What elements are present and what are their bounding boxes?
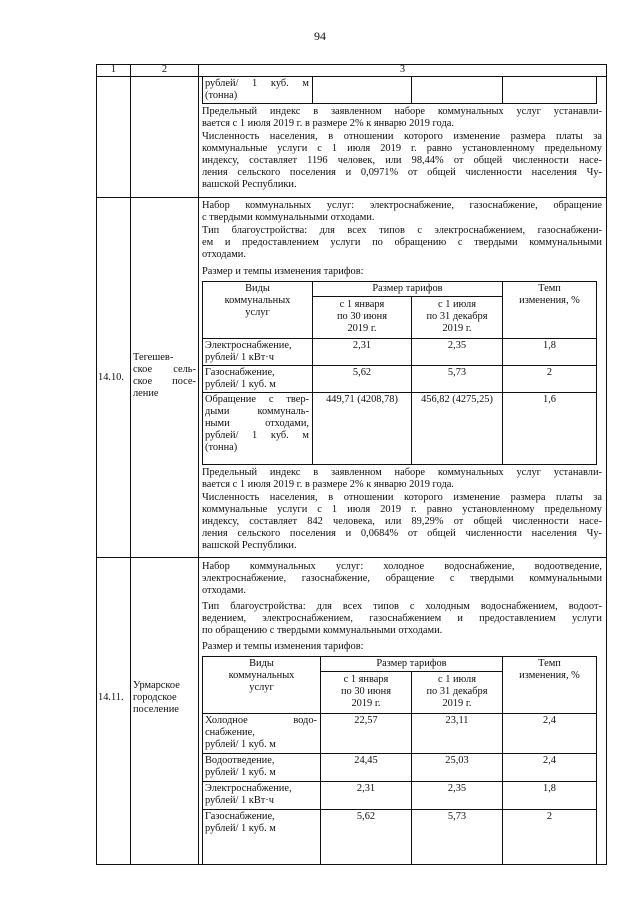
rate-value: 2,4: [543, 715, 556, 726]
paragraph-line: Численность населения, в отношении которого изменение размера платы за: [202, 492, 602, 503]
settlement-name: Урмарское: [133, 680, 180, 691]
paragraph-line: Набор коммунальных услуг: электроснабжение, газоснабжение, обращение: [202, 200, 602, 211]
tariff-value: 25,03: [445, 755, 469, 766]
paragraph-line: отходами.: [202, 585, 246, 596]
tariff-value: 5,73: [447, 811, 467, 822]
service-name: Обращение с твер-: [205, 394, 309, 405]
paragraph-line: ем и предоставлением услуги по обращению с твердыми коммунальными: [202, 237, 602, 248]
th-period-1: по 30 июня: [336, 311, 387, 322]
th-period-1: с 1 января: [343, 674, 389, 685]
th-period-2: с 1 июля: [437, 299, 477, 310]
service-name: рублей/ 1 куб. м: [205, 767, 276, 778]
tariff-value: 24,45: [354, 755, 378, 766]
tariff-value: 23,11: [445, 715, 469, 726]
tariff-value: 22,57: [354, 715, 378, 726]
settlement-name: ское посе-: [133, 376, 196, 387]
paragraph-line: Тип благоустройства: для всех типов с холодным водоснабжением, водоот-: [202, 601, 602, 612]
tariff-value: 456,82 (4275,25): [421, 394, 493, 405]
th-rate: Темп: [538, 283, 561, 294]
service-name: Электроснабжение,: [205, 783, 292, 794]
rate-value: 1,8: [543, 783, 556, 794]
tariff-value: 2,31: [356, 783, 376, 794]
th-size: Размер тарифов: [372, 283, 443, 294]
cell-text: рублей/ 1 куб. м: [205, 78, 309, 89]
service-name: дыми коммуналь-: [205, 406, 309, 417]
paragraph-line: Набор коммунальных услуг: холодное водоснабжение, водоотведение,: [202, 561, 602, 572]
settlement-name: поселение: [133, 704, 179, 715]
th-period-1: с 1 января: [339, 299, 385, 310]
th-types: коммунальных: [228, 670, 295, 681]
tariff-value: 2,31: [352, 340, 372, 351]
settlement-name: Тегешев-: [133, 352, 174, 363]
th-period-1: 2019 г.: [347, 323, 377, 334]
th-types: коммунальных: [224, 295, 291, 306]
paragraph-line: ведением, электроснабжением, газоснабжением и предоставлением услуги: [202, 613, 602, 624]
th-types: Виды: [249, 658, 274, 669]
th-period-1: 2019 г.: [351, 698, 381, 709]
th-types: Виды: [245, 283, 270, 294]
paragraph-line: Предельный индекс в заявленном наборе коммунальных услуг устанавли-: [202, 467, 602, 478]
rate-value: 2,4: [543, 755, 556, 766]
cell-text: (тонна): [205, 90, 238, 101]
paragraph-line: коммунальные услуги с 1 июля 2019 г. равно установленному предельному: [202, 504, 602, 515]
th-rate: Темп: [538, 658, 561, 669]
column-header-1: 1: [110, 64, 117, 75]
rates-label: Размер и темпы изменения тарифов:: [202, 641, 364, 652]
paragraph-line: по обращению с твердыми коммунальными отходами.: [202, 625, 443, 636]
paragraph-line: вается с 1 июля 2019 г. в размере 2% к январю 2019 года.: [202, 118, 454, 129]
th-rate: изменения, %: [519, 670, 580, 681]
tariff-value: 2,35: [447, 340, 467, 351]
paragraph-line: отходами.: [202, 249, 246, 260]
paragraph-line: Предельный индекс в заявленном наборе коммунальных услуг устанавли-: [202, 106, 602, 117]
paragraph-line: ления сельского поселения и 0,0971% от общей численности населения Чу-: [202, 167, 602, 178]
service-name: (тонна): [205, 442, 238, 453]
th-types: услуг: [245, 307, 270, 318]
service-name: ными отходами,: [205, 418, 309, 429]
th-period-2: 2019 г.: [442, 323, 472, 334]
th-size: Размер тарифов: [376, 658, 447, 669]
th-period-2: 2019 г.: [442, 698, 472, 709]
tariff-value: 5,62: [356, 811, 376, 822]
paragraph-line: коммунальные услуги с 1 июля 2019 г. равно установленному предельному: [202, 143, 602, 154]
row-number: 14.11.: [98, 692, 124, 703]
column-header-2: 2: [161, 64, 168, 75]
service-name: рублей/ 1 куб. м: [205, 823, 276, 834]
paragraph-line: вашской Республики.: [202, 179, 297, 190]
service-name: рублей/ 1 кВт·ч: [205, 795, 274, 806]
column-header-3: 3: [399, 64, 406, 75]
rate-value: 1,6: [543, 394, 556, 405]
settlement-name: ское сель-: [133, 364, 196, 375]
rates-label: Размер и темпы изменения тарифов:: [202, 266, 364, 277]
paragraph-line: индексу, составляет 1196 человек, или 98,44% от общей численности насе-: [202, 155, 602, 166]
paragraph-line: с твердыми коммунальными отходами.: [202, 212, 375, 223]
tariff-value: 5,62: [352, 367, 372, 378]
tariff-value: 449,71 (4208,78): [326, 394, 398, 405]
service-name: рублей/ 1 куб. м: [205, 430, 309, 441]
tariff-value: 2,35: [447, 783, 467, 794]
service-name: Газоснабжение,: [205, 811, 275, 822]
page-number: 94: [314, 29, 326, 43]
service-name: Водоотведение,: [205, 755, 275, 766]
paragraph-line: вашской Республики.: [202, 540, 297, 551]
paragraph-line: ления сельского поселения и 0,0684% от общей численности населения Чу-: [202, 528, 602, 539]
service-name: рублей/ 1 куб. м: [205, 379, 276, 390]
th-period-2: с 1 июля: [437, 674, 477, 685]
service-name: рублей/ 1 кВт·ч: [205, 352, 274, 363]
row-number: 14.10.: [98, 372, 124, 383]
rate-value: 1,8: [543, 340, 556, 351]
rate-value: 2: [546, 367, 553, 378]
th-period-2: по 31 декабря: [426, 311, 488, 322]
th-rate: изменения, %: [519, 295, 580, 306]
service-name: Газоснабжение,: [205, 367, 275, 378]
tariff-value: 5,73: [447, 367, 467, 378]
settlement-name: городское: [133, 692, 177, 703]
paragraph-line: Тип благоустройства: для всех типов с электроснабжением, газоснабжени-: [202, 225, 602, 236]
service-name: снабжение,: [205, 727, 255, 738]
rate-value: 2: [546, 811, 553, 822]
service-name: Электроснабжение,: [205, 340, 292, 351]
paragraph-line: вается с 1 июля 2019 г. в размере 2% к январю 2019 года.: [202, 479, 454, 490]
th-period-1: по 30 июня: [340, 686, 391, 697]
paragraph-line: электроснабжение, газоснабжение, обращение с твердыми коммунальными: [202, 573, 602, 584]
service-name: рублей/ 1 куб. м: [205, 739, 276, 750]
settlement-name: ление: [133, 388, 159, 399]
th-types: услуг: [249, 682, 274, 693]
th-period-2: по 31 декабря: [426, 686, 488, 697]
service-name: Холодное водо-: [205, 715, 317, 726]
paragraph-line: индексу, составляет 842 человека, или 89,29% от общей численности насе-: [202, 516, 602, 527]
paragraph-line: Численность населения, в отношении которого изменение размера платы за: [202, 131, 602, 142]
